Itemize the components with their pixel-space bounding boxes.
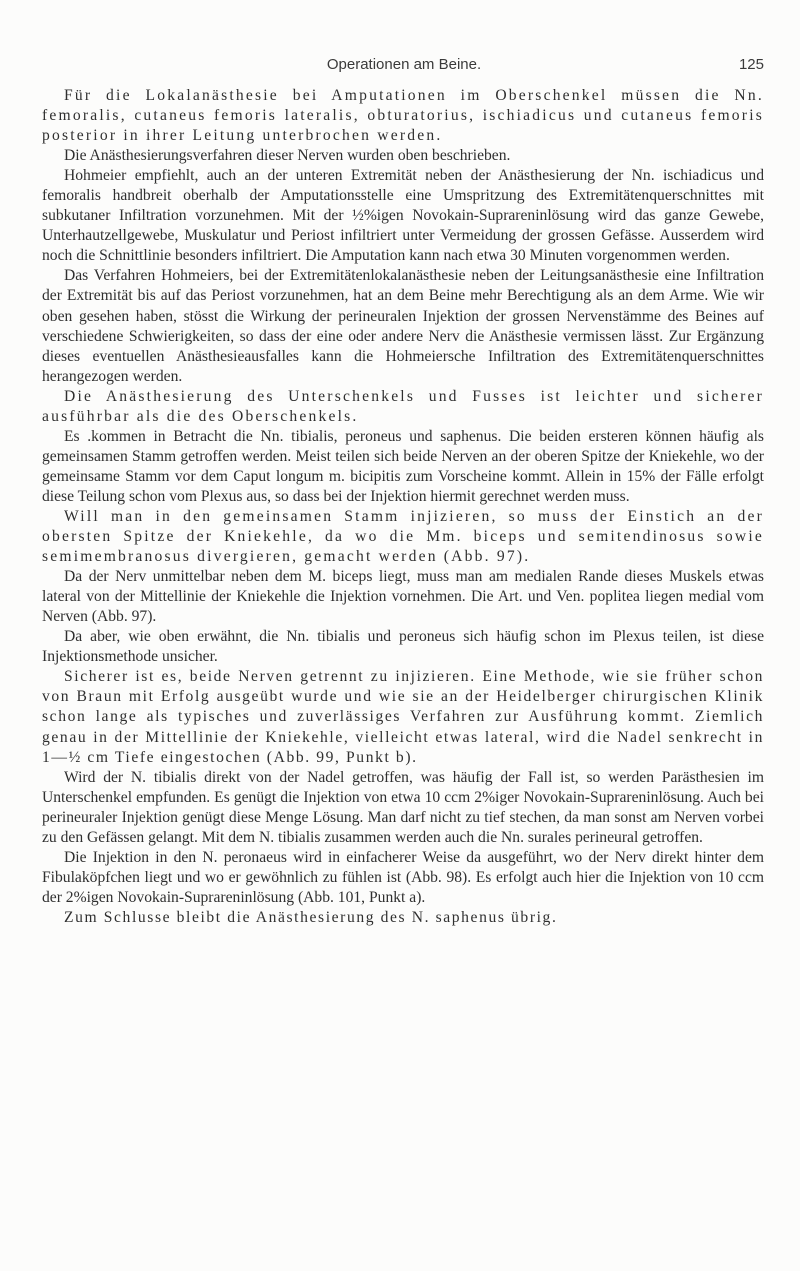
paragraph: Da der Nerv unmittelbar neben dem M. biceps liegt, muss man am medialen Rande dieses Muskels etwas lateral von der Mittellinie der Kniekehle die Injektion vornehmen. Die Art. und Ven. poplitea liegen medial vom Nerven (Abb. 97).: [42, 568, 764, 626]
paragraph: Da aber, wie oben erwähnt, die Nn. tibialis und peroneus sich häufig schon im Plexus teilen, ist diese Injektionsmethode unsicher.: [42, 628, 764, 666]
paragraph: Sicherer ist es, beide Nerven getrennt zu injizieren. Eine Methode, wie sie früher schon von Braun mit Erfolg ausgeübt wurde und wie sie an der Heidelberger chirurgischen Klinik schon lange als typisches und zuverlässiges Verfahren zur Ausführung kommt. Ziemlich genau in der Mittellinie der Kniekehle, vielleicht etwas lateral, wird die Nadel senkrecht in 1—½ cm Tiefe eingestochen (Abb. 99, Punkt b).: [42, 668, 764, 766]
paragraph: Das Verfahren Hohmeiers, bei der Extremitätenlokalanästhesie neben der Leitungsanästhesie eine Infiltration der Extremität bis auf das Periost vorzunehmen, hat an dem Beine mehr Berechtigung als an dem Arme. Wie wir oben gesehen haben, stösst die Wirkung der perineuralen Injektion der grossen Nervenstämme des Beines auf verschiedene Schwierigkeiten, so dass der eine oder andere Nerv die Anästhesie vermissen lässt. Zur Ergänzung dieses eventuellen Anästhesieausfalles kann die Hohmeiersche Infiltration des Extremitätenquerschnittes herangezogen werden.: [42, 267, 764, 385]
paragraph: Für die Lokalanästhesie bei Amputationen im Oberschenkel müssen die Nn. femoralis, cutaneus femoris lateralis, obturatorius, ischiadicus und cutaneus femoris posterior in ihrer Leitung unterbrochen werden.: [42, 87, 764, 145]
paragraph: Die Anästhesierung des Unterschenkels und Fusses ist leichter und sicherer ausführbar als die des Oberschenkels.: [42, 387, 764, 425]
paragraph: Wird der N. tibialis direkt von der Nadel getroffen, was häufig der Fall ist, so werden Parästhesien im Unterschenkel empfunden. Es genügt die Injektion von etwa 10 ccm 2%iger Novokain-Suprareninlösung. Auch bei perineuraler Injektion genügt diese Menge Lösung. Man darf nicht zu tief stechen, da man sonst am Nerven vorbei zu den Gefässen gelangt. Mit dem N. tibialis zusammen werden auch die Nn. surales perineural getroffen.: [42, 768, 764, 846]
running-header: [44, 56, 764, 80]
paragraph: Die Anästhesierungsverfahren dieser Nerven wurden oben beschrieben.: [64, 147, 511, 165]
page-number: 125: [738, 56, 764, 73]
paragraph: Es .kommen in Betracht die Nn. tibialis, peroneus und saphenus. Die beiden ersteren können häufig als gemeinsamen Stamm getroffen werden. Meist teilen sich beide Nerven an der oberen Spitze der Kniekehle, wo der gemeinsame Stamm vor dem Caput longum m. bicipitis zum Vorscheine kommt. Allein in 15% der Fälle erfolgt diese Teilung schon vom Plexus aus, so dass bei der Injektion hiermit gerechnet werden muss.: [42, 427, 764, 505]
paragraph: Zum Schlusse bleibt die Anästhesierung des N. saphenus übrig.: [64, 908, 558, 926]
body-text: [42, 86, 764, 928]
paragraph: Hohmeier empfiehlt, auch an der unteren Extremität neben der Anästhesierung der Nn. ischiadicus und femoralis handbreit oberhalb der Amputationsstelle eine Umspritzung des Extremitätenquerschnittes mit subkutaner Infiltration vorzunehmen. Mit der ½%igen Novokain-Suprareninlösung wird das ganze Gewebe, Unterhautzellgewebe, Muskulatur und Periost infiltriert unter Vermeidung der grossen Gefässe. Ausserdem wird noch die Schnittlinie besonders infiltriert. Die Amputation kann nach etwa 30 Minuten vorgenommen werden.: [42, 167, 764, 265]
paragraph: Will man in den gemeinsamen Stamm injizieren, so muss der Einstich an der obersten Spitze der Kniekehle, da wo die Mm. biceps und semitendinosus sowie semimembranosus divergieren, gemacht werden (Abb. 97).: [42, 507, 764, 566]
page-header-title: Operationen am Beine.: [326, 56, 482, 73]
paragraph: Die Injektion in den N. peronaeus wird in einfacherer Weise da ausgeführt, wo der Nerv direkt hinter dem Fibulaköpfchen liegt und wo er gewöhnlich zu fühlen ist (Abb. 98). Es erfolgt auch hier die Injektion von 10 ccm der 2%igen Novokain-Suprareninlösung (Abb. 101, Punkt a).: [42, 848, 764, 906]
